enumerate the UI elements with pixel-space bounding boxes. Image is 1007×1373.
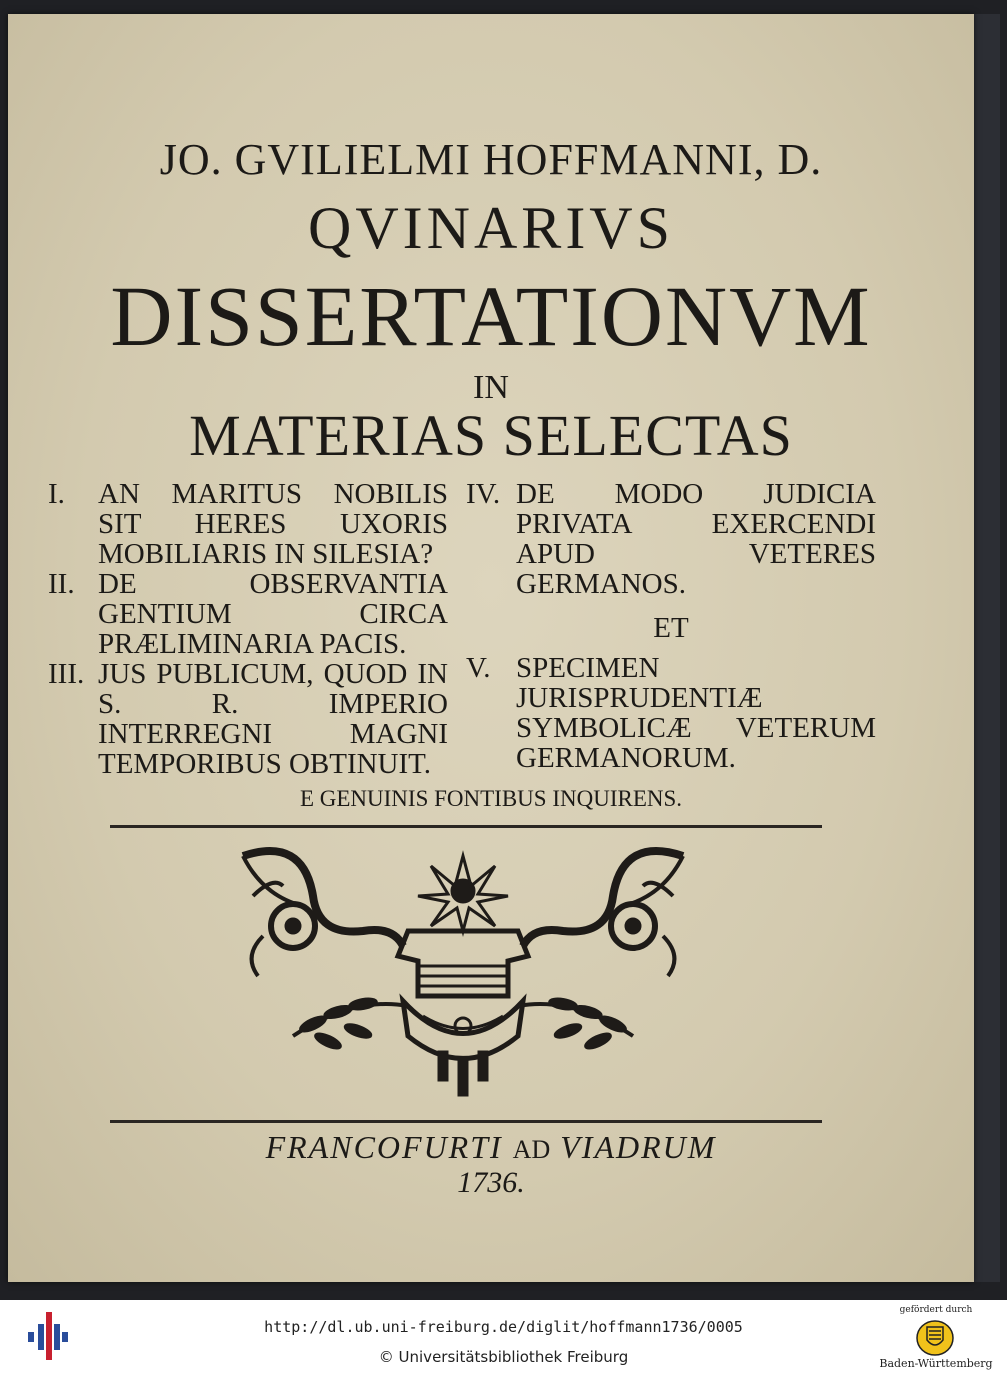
item-number: I. [48, 478, 65, 510]
dissertation-list-left [48, 479, 448, 779]
book-edge [974, 14, 1000, 1282]
et-conjunction: ET [653, 612, 689, 644]
item-text: DE OBSERVANTIA GENTIUM CIRCA PRÆLIMINARIA PACIS. [98, 568, 448, 660]
dissertation-item [466, 479, 876, 599]
item-number: III. [48, 658, 85, 690]
title-line-2: DISSERTATIONVM [110, 268, 872, 364]
imprint-place-1: FRANCOFURTI [265, 1129, 503, 1165]
dissertation-item [466, 653, 876, 773]
imprint-year: 1736. [457, 1166, 525, 1199]
top-rule [110, 825, 822, 828]
imprint-line [8, 1129, 974, 1166]
imprint-place-2: VIADRUM [560, 1129, 717, 1165]
ornament-vignette-icon [233, 836, 693, 1106]
title-line-1: QVINARIVS [308, 195, 674, 261]
item-text: SPECIMEN JURISPRUDENTIÆ SYMBOLICÆ VETERUM GERMANORUM. [516, 652, 876, 774]
bottom-rule [110, 1120, 822, 1123]
author-line: JO. GVILIELMI HOFFMANNI, D. [159, 135, 823, 184]
permalink-url[interactable]: http://dl.ub.uni-freiburg.de/diglit/hoffmann1736/0005 [264, 1318, 743, 1336]
coat-of-arms-icon [916, 1320, 954, 1356]
item-number: V. [466, 652, 491, 684]
item-text: DE MODO JUDICIA PRIVATA EXERCENDI APUD VETERES GERMANOS. [516, 478, 876, 600]
dissertation-list-right [466, 479, 876, 773]
imprint-ad: AD [512, 1135, 551, 1164]
item-number: IV. [466, 478, 501, 510]
subtitle-line: E GENUINIS FONTIBUS INQUIRENS. [299, 786, 683, 811]
dissertation-item [48, 479, 448, 569]
title-line-4: MATERIAS SELECTAS [189, 403, 793, 468]
sponsor-bottom-text: Baden-Württemberg [879, 1357, 993, 1370]
item-text: JUS PUBLICUM, QUOD IN S. R. IMPERIO INTERREGNI MAGNI TEMPORIBUS OBTINUIT. [98, 658, 448, 780]
sponsor-top-text: gefördert durch [899, 1305, 973, 1315]
sponsor-badge [872, 1303, 1000, 1371]
title-page [8, 14, 974, 1282]
item-text: AN MARITUS NOBILIS SIT HERES UXORIS MOBILIARIS IN SILESIA? [98, 478, 448, 570]
copyright-notice: © Universitätsbibliothek Freiburg [378, 1348, 629, 1366]
item-number: II. [48, 568, 75, 600]
dissertation-item [48, 659, 448, 779]
dissertation-item [48, 569, 448, 659]
title-line-3: IN [473, 369, 509, 406]
